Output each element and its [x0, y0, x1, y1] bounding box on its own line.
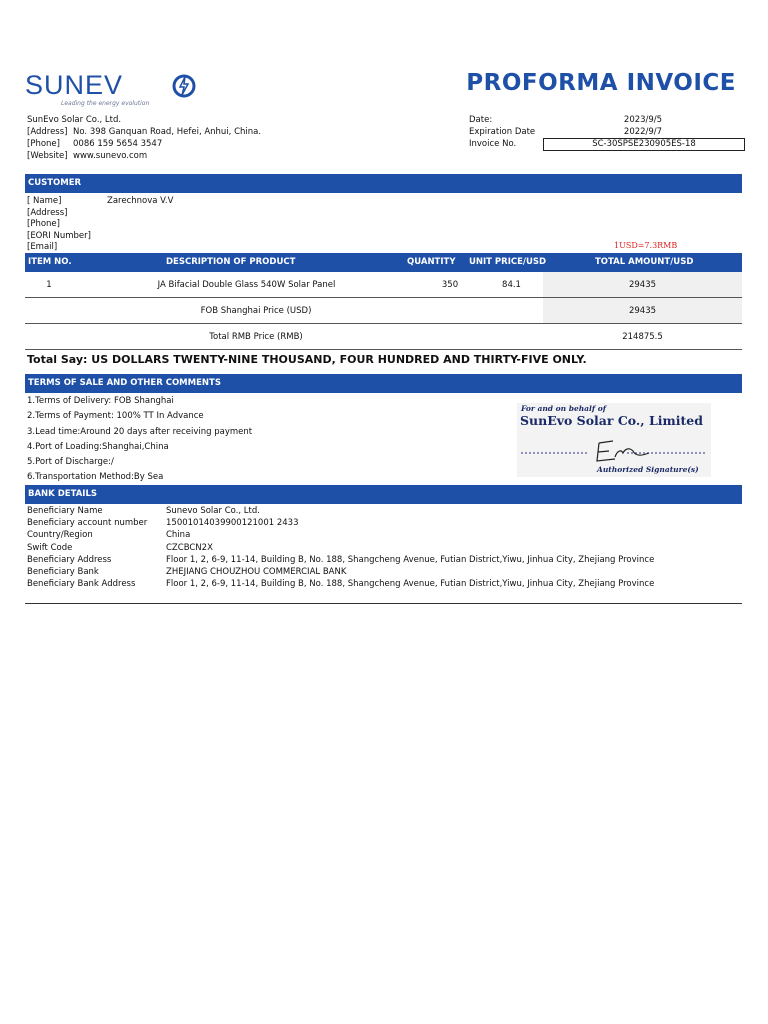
list-item: 2.Terms of Payment: 100% TT In Advance [27, 411, 204, 422]
list-item: 3.Lead time:Around 20 days after receiving payment [27, 426, 253, 437]
fob-value: 29435 [543, 298, 742, 324]
list-item: 4.Port of Loading:Shanghai,China [27, 441, 169, 452]
signature-icon [517, 431, 711, 467]
stamp-behalf-line: For and on behalf of [521, 404, 606, 413]
expiration-date: 2022/9/7 [623, 127, 663, 137]
fob-label: FOB Shanghai Price (USD) [25, 298, 543, 324]
logo-mark-icon [172, 74, 196, 98]
col-quantity: QUANTITY [407, 257, 456, 267]
col-unit-price: UNIT PRICE/USD [469, 257, 547, 267]
invoice-meta [469, 114, 744, 150]
invoice-date: 2023/9/5 [623, 115, 663, 125]
seller-name: SunEvo Solar Co., Ltd. [27, 115, 122, 125]
customer-labels: [ Name] [Address] [Phone] [EORI Number] [Email] [27, 196, 91, 252]
company-logo [25, 70, 185, 110]
items-header [25, 253, 742, 272]
bank-row-bank-address: Beneficiary Bank Address Floor 1, 2, 6-9, 11-14, Building B, No. 188, Shangcheng Avenue, Futian District,Yiwu, Jinhua City, Zhejiang Province [27, 579, 655, 590]
customer-name: Zarechnova V.V [107, 196, 174, 206]
item-unit-price: 84.1 [480, 272, 543, 298]
bank-row-bank: Beneficiary Bank ZHEJIANG CHOUZHOU COMMERCIAL BANK [27, 566, 347, 577]
rmb-label: Total RMB Price (RMB) [25, 324, 543, 350]
customer-header: CUSTOMER [25, 174, 742, 193]
item-quantity: 350 [420, 272, 480, 298]
total-say: Total Say: US DOLLARS TWENTY-NINE THOUSAND, FOUR HUNDRED AND THIRTY-FIVE ONLY. [27, 353, 587, 366]
document-title: PROFORMA INVOICE [466, 70, 736, 96]
terms-list [27, 395, 252, 487]
expiration-row: Expiration Date 2022/9/7 [469, 126, 744, 138]
seller-address: [Address] No. 398 Ganquan Road, Hefei, Anhui, China. [27, 127, 262, 137]
seller-phone: [Phone] 0086 159 5654 3547 [27, 139, 163, 149]
items-table [25, 272, 742, 350]
fob-row [25, 298, 742, 324]
stamp-caption: Authorized Signature(s) [597, 465, 699, 474]
invoice-number-row: Invoice No. SC-30SPSE230905ES-18 [469, 138, 744, 150]
bank-details [27, 505, 742, 590]
date-row: Date: 2023/9/5 [469, 114, 744, 126]
rmb-row [25, 324, 742, 350]
item-description: JA Bifacial Double Glass 540W Solar Panel [73, 272, 420, 298]
rmb-value: 214875.5 [543, 324, 742, 350]
col-item-no: ITEM NO. [28, 257, 72, 267]
col-total: TOTAL AMOUNT/USD [595, 257, 694, 267]
bank-row-account-number: Beneficiary account number 15001014039900121001 2433 [27, 518, 299, 529]
item-no: 1 [25, 272, 73, 298]
bank-row-country: Country/Region China [27, 530, 191, 541]
list-item: 5.Port of Discharge:/ [27, 457, 114, 468]
table-row [25, 272, 742, 298]
seller-info [27, 114, 261, 162]
bank-row-beneficiary-name: Beneficiary Name Sunevo Solar Co., Ltd. [27, 506, 260, 516]
signature-stamp [517, 403, 711, 477]
document-end-rule [25, 603, 742, 604]
bank-row-beneficiary-address: Beneficiary Address Floor 1, 2, 6-9, 11-14, Building B, No. 188, Shangcheng Avenue, Futian District,Yiwu, Jinhua City, Zhejiang Province [27, 554, 655, 565]
col-description: DESCRIPTION OF PRODUCT [166, 257, 296, 267]
logo-wordmark: SUNEV [25, 70, 124, 100]
exchange-rate-note: 1USD=7.3RMB [614, 241, 678, 250]
terms-header: TERMS OF SALE AND OTHER COMMENTS [25, 374, 742, 393]
list-item: 1.Terms of Delivery: FOB Shanghai [27, 396, 174, 406]
item-total: 29435 [543, 272, 742, 298]
seller-website: [Website] www.sunevo.com [27, 151, 148, 161]
logo-tagline: Leading the energy evolution [61, 100, 150, 107]
invoice-number: SC-30SPSE230905ES-18 [543, 138, 745, 151]
stamp-company: SunEvo Solar Co., Limited [520, 413, 703, 428]
list-item: 6.Transportation Method:By Sea [27, 472, 164, 483]
bank-row-swift: Swift Code CZCBCN2X [27, 542, 213, 553]
bank-header: BANK DETAILS [25, 485, 742, 504]
